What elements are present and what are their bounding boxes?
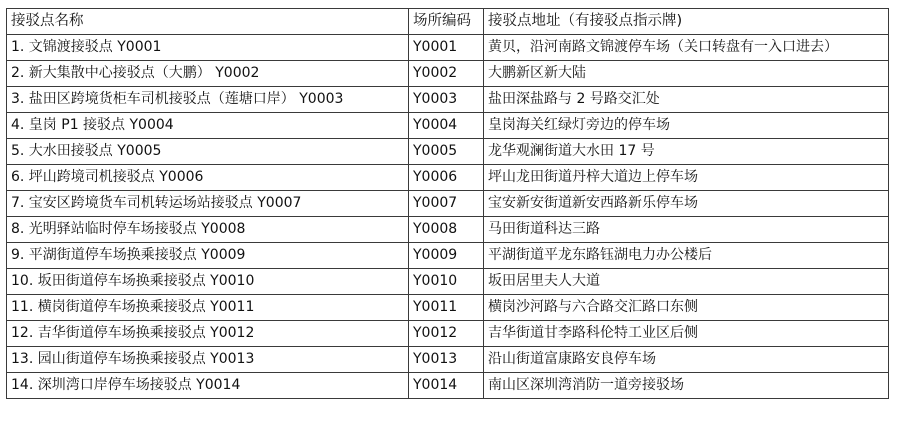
table-row [7,321,889,347]
cell-address: 黄贝，沿河南路文锦渡停车场（关口转盘有一入口进去） [484,35,889,61]
cell-code: Y0005 [409,139,484,165]
cell-code: Y0009 [409,243,484,269]
cell-code: Y0003 [409,87,484,113]
table-row [7,269,889,295]
cell-address: 吉华街道甘李路科伦特工业区后侧 [484,321,889,347]
cell-address: 坂田居里夫人大道 [484,269,889,295]
cell-name: 3. 盐田区跨境货柜车司机接驳点（莲塘口岸） Y0003 [7,87,409,113]
cell-code: Y0014 [409,373,484,399]
cell-code: Y0007 [409,191,484,217]
cell-name: 2. 新大集散中心接驳点（大鹏） Y0002 [7,61,409,87]
cell-address: 龙华观澜街道大水田 17 号 [484,139,889,165]
table-header-row [7,9,889,35]
cell-name: 8. 光明驿站临时停车场接驳点 Y0008 [7,217,409,243]
cell-address: 平湖街道平龙东路钰湖电力办公楼后 [484,243,889,269]
cell-code: Y0004 [409,113,484,139]
cell-code: Y0006 [409,165,484,191]
cell-name: 10. 坂田街道停车场换乘接驳点 Y0010 [7,269,409,295]
cell-code: Y0011 [409,295,484,321]
cell-address: 皇岗海关红绿灯旁边的停车场 [484,113,889,139]
header-address: 接驳点地址（有接驳点指示牌) [484,9,889,35]
cell-address: 坪山龙田街道丹梓大道边上停车场 [484,165,889,191]
cell-name: 14. 深圳湾口岸停车场接驳点 Y0014 [7,373,409,399]
table-row [7,243,889,269]
cell-code: Y0008 [409,217,484,243]
connection-points-table [6,8,889,399]
cell-name: 11. 横岗街道停车场换乘接驳点 Y0011 [7,295,409,321]
cell-name: 5. 大水田接驳点 Y0005 [7,139,409,165]
cell-address: 盐田深盐路与 2 号路交汇处 [484,87,889,113]
table-row [7,191,889,217]
cell-name: 7. 宝安区跨境货车司机转运场站接驳点 Y0007 [7,191,409,217]
table-row [7,347,889,373]
spreadsheet-table-container [6,8,889,399]
cell-address: 宝安新安街道新安西路新乐停车场 [484,191,889,217]
cell-address: 南山区深圳湾消防一道旁接驳场 [484,373,889,399]
header-code: 场所编码 [409,9,484,35]
cell-name: 4. 皇岗 P1 接驳点 Y0004 [7,113,409,139]
table-row [7,373,889,399]
cell-code: Y0010 [409,269,484,295]
table-row [7,165,889,191]
cell-code: Y0013 [409,347,484,373]
table-body [7,9,889,399]
table-row [7,217,889,243]
cell-address: 马田街道科达三路 [484,217,889,243]
cell-name: 9. 平湖街道停车场换乘接驳点 Y0009 [7,243,409,269]
table-row [7,295,889,321]
header-name: 接驳点名称 [7,9,409,35]
table-row [7,87,889,113]
table-row [7,35,889,61]
cell-code: Y0002 [409,61,484,87]
cell-address: 大鹏新区新大陆 [484,61,889,87]
cell-code: Y0001 [409,35,484,61]
cell-address: 沿山街道富康路安良停车场 [484,347,889,373]
cell-name: 6. 坪山跨境司机接驳点 Y0006 [7,165,409,191]
table-row [7,113,889,139]
cell-name: 13. 园山街道停车场换乘接驳点 Y0013 [7,347,409,373]
table-row [7,61,889,87]
cell-name: 1. 文锦渡接驳点 Y0001 [7,35,409,61]
table-row [7,139,889,165]
cell-name: 12. 吉华街道停车场换乘接驳点 Y0012 [7,321,409,347]
cell-address: 横岗沙河路与六合路交汇路口东侧 [484,295,889,321]
cell-code: Y0012 [409,321,484,347]
